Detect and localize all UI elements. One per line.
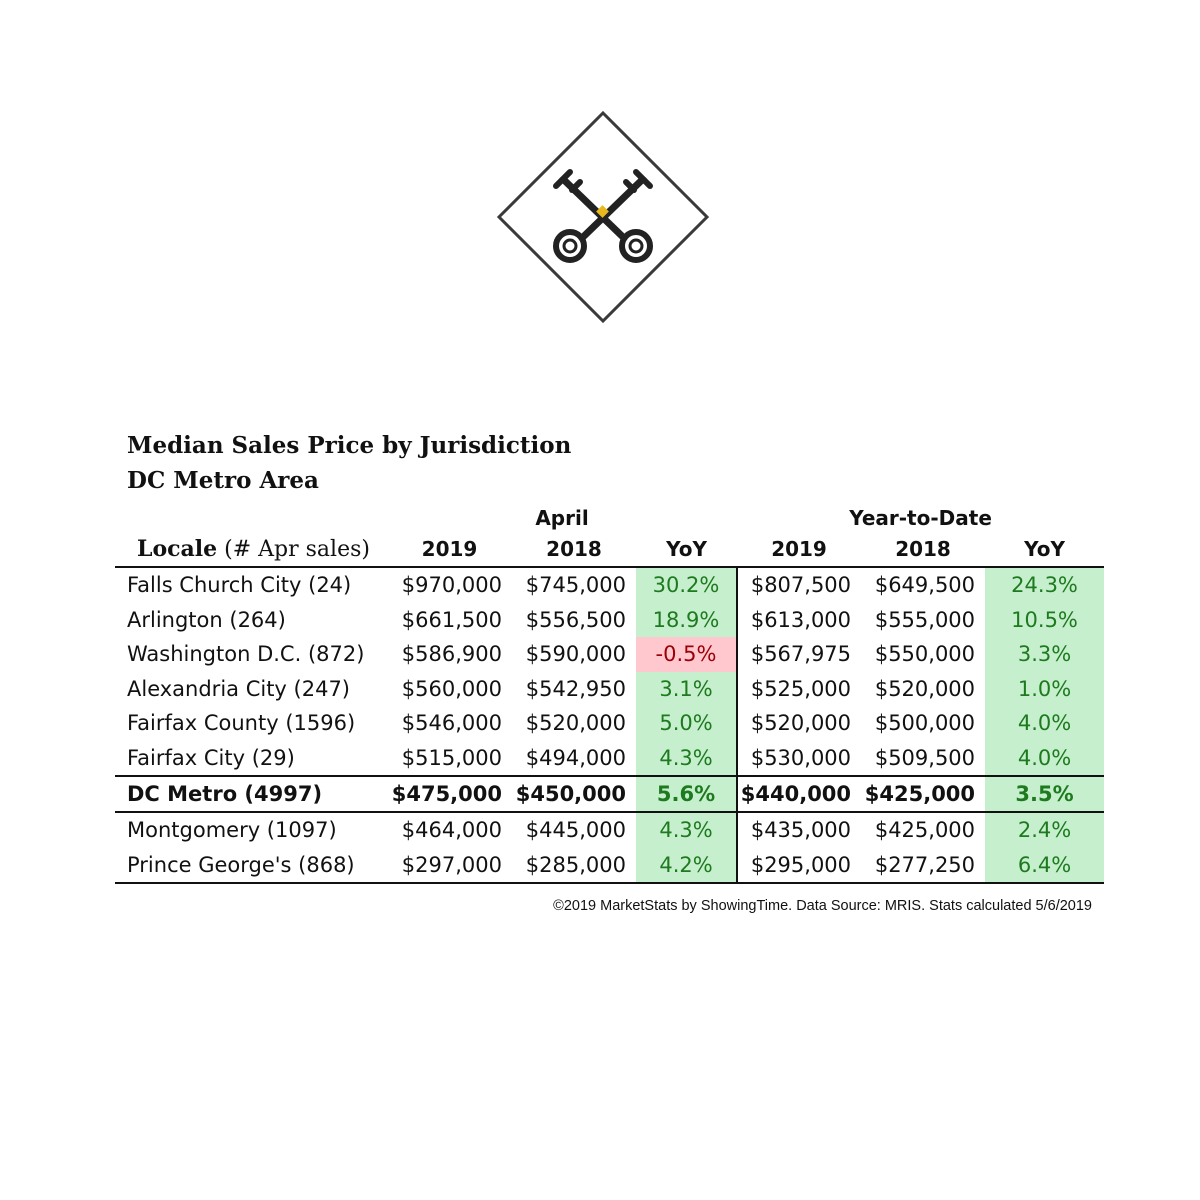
table-subtitle: DC Metro Area	[127, 467, 319, 494]
table-row	[115, 776, 1104, 812]
locale-cell: Prince George's (868)	[115, 848, 387, 884]
col-apr-2018: 2018	[512, 532, 636, 567]
ytd-2019-cell: $807,500	[737, 567, 861, 603]
ytd-2019-cell: $520,000	[737, 706, 861, 741]
apr-yoy-cell: 4.2%	[636, 848, 737, 884]
ytd-yoy-cell: 4.0%	[985, 741, 1104, 777]
apr-yoy-cell: 5.6%	[636, 776, 737, 812]
ytd-yoy-cell: 3.3%	[985, 637, 1104, 672]
apr-2018-cell: $445,000	[525, 818, 626, 843]
apr-2019-cell: $464,000	[401, 818, 502, 843]
ytd-2019-cell: $295,000	[737, 848, 861, 884]
apr-yoy-cell: 3.1%	[636, 672, 737, 707]
locale-cell: Alexandria City (247)	[127, 676, 351, 701]
col-ytd-yoy: YoY	[985, 532, 1104, 567]
apr-yoy-cell: 18.9%	[636, 603, 737, 638]
locale-cell: Arlington (264)	[127, 607, 286, 632]
ytd-2018-cell: $509,500	[874, 745, 976, 770]
table-row	[115, 637, 1104, 672]
col-locale-label: Locale	[137, 536, 218, 562]
group-ytd: Year-to-Date	[849, 506, 992, 530]
apr-2019-cell: $560,000	[401, 676, 502, 701]
table-row	[115, 741, 1104, 777]
col-ytd-2018: 2018	[861, 532, 985, 567]
ytd-yoy-cell: 24.3%	[985, 567, 1104, 603]
locale-cell: DC Metro (4997)	[115, 776, 387, 812]
locale-cell: Montgomery (1097)	[127, 818, 337, 843]
ytd-2018-cell: $277,250	[861, 848, 985, 884]
apr-yoy-cell: 4.3%	[636, 812, 737, 848]
ytd-2019-cell: $525,000	[737, 672, 861, 707]
apr-yoy-cell: 5.0%	[636, 706, 737, 741]
table-row	[115, 567, 1104, 603]
ytd-2018-cell: $425,000	[874, 818, 976, 843]
apr-2018-cell: $520,000	[525, 711, 626, 736]
table-title: Median Sales Price by Jurisdiction	[127, 432, 572, 459]
ytd-2019-cell: $530,000	[737, 741, 861, 777]
apr-2018-cell: $494,000	[525, 745, 626, 770]
ytd-yoy-cell: 10.5%	[985, 603, 1104, 638]
ytd-yoy-cell: 2.4%	[985, 812, 1104, 848]
apr-2019-cell: $297,000	[387, 848, 512, 884]
col-apr-2019: 2019	[387, 532, 512, 567]
median-price-table	[115, 498, 1104, 884]
apr-2019-cell: $475,000	[387, 776, 512, 812]
ytd-2018-cell: $425,000	[861, 776, 985, 812]
apr-2019-cell: $586,900	[401, 642, 502, 667]
table-row	[115, 706, 1104, 741]
locale-cell: Washington D.C. (872)	[127, 642, 365, 667]
ytd-2018-cell: $649,500	[874, 573, 976, 598]
ytd-2019-cell: $567,975	[737, 637, 861, 672]
apr-2019-cell: $515,000	[401, 745, 502, 770]
ytd-2019-cell: $435,000	[737, 812, 861, 848]
apr-2018-cell: $450,000	[512, 776, 636, 812]
ytd-2018-cell: $555,000	[874, 607, 976, 632]
group-april: April	[535, 506, 589, 530]
ytd-yoy-cell: 6.4%	[985, 848, 1104, 884]
apr-2018-cell: $285,000	[512, 848, 636, 884]
apr-2019-cell: $661,500	[401, 607, 502, 632]
col-locale-note: (# Apr sales)	[217, 537, 370, 562]
apr-yoy-cell: 4.3%	[636, 741, 737, 777]
locale-cell: Fairfax County (1596)	[127, 711, 356, 736]
locale-cell: Falls Church City (24)	[127, 573, 352, 598]
ytd-yoy-cell: 4.0%	[985, 706, 1104, 741]
apr-2018-cell: $745,000	[525, 573, 626, 598]
group-spacer	[115, 498, 387, 532]
locale-cell: Fairfax City (29)	[127, 745, 295, 770]
col-apr-yoy: YoY	[636, 532, 737, 567]
ytd-2018-cell: $520,000	[874, 676, 976, 701]
col-locale	[115, 532, 387, 567]
apr-2018-cell: $542,950	[525, 676, 626, 701]
ytd-yoy-cell: 3.5%	[985, 776, 1104, 812]
table-row	[115, 672, 1104, 707]
ytd-2019-cell: $440,000	[737, 776, 861, 812]
ytd-2018-cell: $550,000	[874, 642, 976, 667]
col-ytd-2019: 2019	[737, 532, 861, 567]
table-row	[115, 848, 1104, 884]
table-row	[115, 812, 1104, 848]
table-row	[115, 603, 1104, 638]
ytd-2019-cell: $613,000	[737, 603, 861, 638]
crossed-keys-icon	[496, 110, 710, 324]
apr-yoy-cell: -0.5%	[636, 637, 737, 672]
apr-2018-cell: $556,500	[525, 607, 626, 632]
apr-2018-cell: $590,000	[525, 642, 626, 667]
source-footer: ©2019 MarketStats by ShowingTime. Data Source: MRIS. Stats calculated 5/6/2019	[553, 898, 1092, 914]
apr-2019-cell: $546,000	[401, 711, 502, 736]
apr-2019-cell: $970,000	[401, 573, 502, 598]
ytd-yoy-cell: 1.0%	[985, 672, 1104, 707]
apr-yoy-cell: 30.2%	[636, 567, 737, 603]
ytd-2018-cell: $500,000	[874, 711, 976, 736]
